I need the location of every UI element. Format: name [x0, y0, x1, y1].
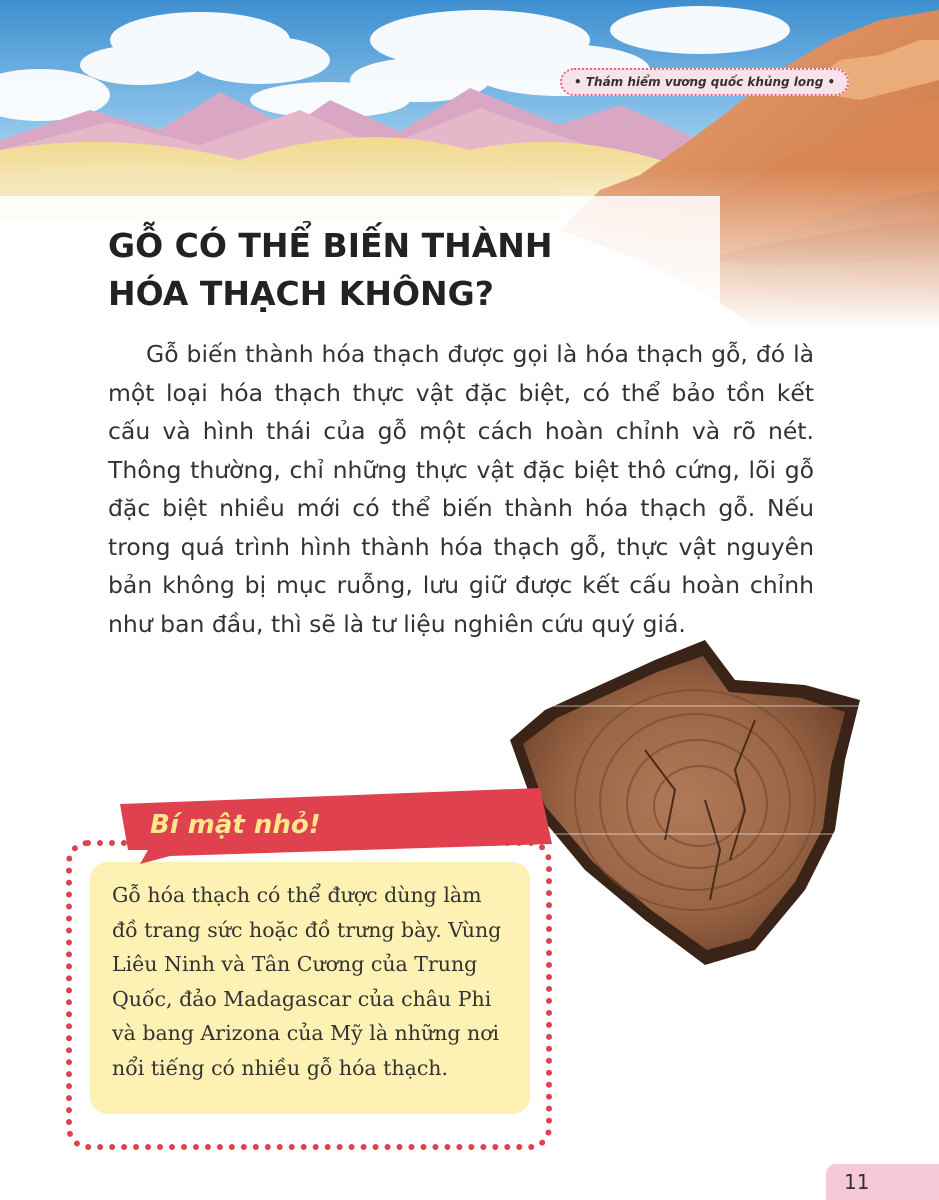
- secret-label: Bí mật nhỏ!: [150, 810, 321, 840]
- secret-note-box: [90, 862, 530, 1114]
- page-number-tab: [826, 1164, 939, 1200]
- page-number: 11: [844, 1170, 870, 1194]
- series-title: • Thám hiểm vương quốc khủng long •: [574, 75, 836, 89]
- series-title-tag: [560, 68, 849, 96]
- page-title-line-2: HÓA THẠCH KHÔNG?: [108, 274, 494, 313]
- secret-note-text: Gỗ hóa thạch có thể được dùng làm đồ trang sức hoặc đồ trưng bày. Vùng Liêu Ninh và Tân Cương của Trung Quốc, đảo Madagascar của châu Phi và bang Arizona của Mỹ là những nơi nổi tiếng có nhiều gỗ hóa thạch.: [112, 883, 502, 1080]
- page-title: [108, 222, 553, 318]
- page-title-line-1: GỖ CÓ THỂ BIẾN THÀNH: [108, 226, 553, 265]
- article-body: Gỗ biến thành hóa thạch được gọi là hóa thạch gỗ, đó là một loại hóa thạch thực vật đặc biệt, có thể bảo tồn kết cấu và hình thái của gỗ một cách hoàn chỉnh và rõ nét. Thông thường, chỉ những thực vật đặc biệt thô cứng, lõi gỗ đặc biệt nhiều mới có thể biến thành hóa thạch gỗ. Nếu trong quá trình hình thành hóa thạch gỗ, thực vật nguyên bản không bị mục ruỗng, lưu giữ được kết cấu hoàn chỉnh như ban đầu, thì sẽ là tư liệu nghiên cứu quý giá.: [108, 340, 814, 638]
